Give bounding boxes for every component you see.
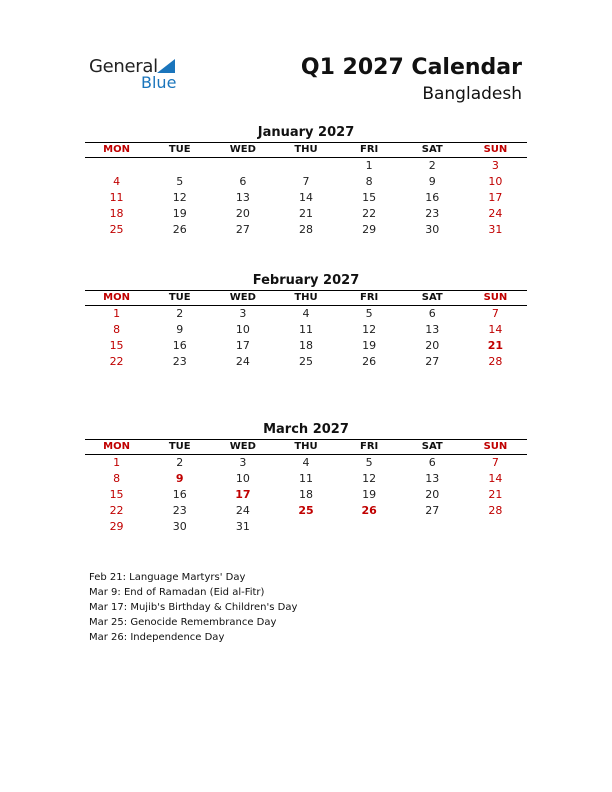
day-cell: 18 [298,339,313,352]
week-row [85,455,527,472]
week-row [85,174,527,190]
day-cell: 17 [235,339,250,352]
day-cell: 30 [172,520,187,533]
day-cell: 19 [362,339,377,352]
day-cell: 2 [428,159,436,172]
day-cell: 8 [365,175,373,188]
week-row [85,206,527,222]
weekday-header: MON [85,291,148,306]
day-cell: 24 [488,207,503,220]
day-cell: 26 [362,355,377,368]
day-cell: 2 [176,307,184,320]
day-cell [464,519,527,535]
month-january [85,124,527,238]
day-cell: 22 [109,355,124,368]
day-cell: 22 [109,504,124,517]
weekday-header-row [85,440,527,455]
day-cell: 3 [491,159,499,172]
day-cell: 5 [176,175,184,188]
generalblue-logo [89,56,199,96]
weekday-header: THU [274,143,337,158]
day-cell: 1 [113,307,121,320]
day-cell: 7 [302,175,310,188]
month-february [85,272,527,370]
day-cell: 16 [172,488,187,501]
week-row [85,158,527,175]
day-cell: 4 [113,175,121,188]
day-cell: 20 [235,207,250,220]
weekday-header: SUN [464,143,527,158]
day-cell: 19 [362,488,377,501]
day-cell: 10 [235,323,250,336]
day-cell: 31 [235,520,250,533]
day-cell: 11 [109,191,124,204]
week-row [85,503,527,519]
day-cell: 10 [235,472,250,485]
day-cell: 8 [113,472,121,485]
day-cell: 16 [425,191,440,204]
day-cell: 28 [298,223,313,236]
day-cell: 14 [488,323,503,336]
week-row [85,471,527,487]
day-cell: 9 [176,323,184,336]
weekday-header: WED [211,440,274,455]
weekday-header: THU [274,291,337,306]
weekday-header: WED [211,143,274,158]
day-cell: 12 [172,191,187,204]
day-cell: 23 [425,207,440,220]
weekday-header: SAT [401,291,464,306]
day-cell: 31 [488,223,503,236]
day-cell: 27 [425,355,440,368]
day-cell: 26 [361,504,377,517]
weekday-header-row [85,143,527,158]
day-cell: 1 [365,159,373,172]
month-march [85,421,527,535]
day-cell: 6 [239,175,247,188]
day-cell: 25 [109,223,124,236]
weekday-header: FRI [338,291,401,306]
day-cell: 18 [298,488,313,501]
weekday-header: TUE [148,143,211,158]
page-subtitle: Bangladesh [422,84,522,104]
week-row [85,190,527,206]
holiday-item: Mar 17: Mujib's Birthday & Children's Day [89,602,298,613]
week-row [85,306,527,323]
logo-text-general: General [89,56,158,77]
day-cell: 23 [172,504,187,517]
day-cell: 5 [365,456,373,469]
weekday-header: TUE [148,291,211,306]
day-cell: 29 [362,223,377,236]
day-cell: 25 [298,355,313,368]
week-row [85,354,527,370]
day-cell: 6 [428,307,436,320]
day-cell: 11 [298,323,313,336]
day-cell [338,519,401,535]
weekday-header: TUE [148,440,211,455]
day-cell: 11 [298,472,313,485]
day-cell: 28 [488,504,503,517]
weekday-header: SAT [401,143,464,158]
weekday-header-row [85,291,527,306]
day-cell: 4 [302,456,310,469]
day-cell: 9 [428,175,436,188]
weekday-header: WED [211,291,274,306]
day-cell [274,158,337,175]
day-cell [211,158,274,175]
day-cell: 27 [235,223,250,236]
day-cell: 23 [172,355,187,368]
weekday-header: SUN [464,291,527,306]
day-cell: 24 [235,504,250,517]
day-cell: 13 [235,191,250,204]
day-cell [401,519,464,535]
day-cell: 7 [491,307,499,320]
weekday-header: FRI [338,143,401,158]
holiday-item: Mar 26: Independence Day [89,632,225,643]
day-cell: 13 [425,323,440,336]
calendar-table [85,439,527,535]
week-row [85,222,527,238]
day-cell [85,158,148,175]
day-cell: 20 [425,488,440,501]
month-title: January 2027 [257,125,355,140]
day-cell [148,158,211,175]
weekday-header: SUN [464,440,527,455]
day-cell: 26 [172,223,187,236]
day-cell: 2 [176,456,184,469]
day-cell: 29 [109,520,124,533]
day-cell: 15 [109,339,124,352]
logo-triangle-icon [157,59,175,73]
day-cell: 21 [487,339,504,352]
day-cell: 25 [298,504,314,517]
day-cell: 15 [109,488,124,501]
day-cell: 21 [298,207,313,220]
day-cell: 16 [172,339,187,352]
day-cell: 5 [365,307,373,320]
week-row [85,322,527,338]
day-cell: 6 [428,456,436,469]
day-cell: 8 [113,323,121,336]
month-title: February 2027 [252,273,360,288]
day-cell: 14 [298,191,313,204]
day-cell: 12 [362,323,377,336]
day-cell: 27 [425,504,440,517]
logo-text-blue: Blue [141,73,177,92]
day-cell: 9 [175,472,184,485]
day-cell: 17 [488,191,503,204]
day-cell: 24 [235,355,250,368]
weekday-header: MON [85,440,148,455]
day-cell: 17 [235,488,251,501]
day-cell: 14 [488,472,503,485]
weekday-header: MON [85,143,148,158]
day-cell: 15 [362,191,377,204]
day-cell: 22 [362,207,377,220]
weekday-header: SAT [401,440,464,455]
day-cell: 28 [488,355,503,368]
day-cell: 20 [425,339,440,352]
day-cell: 4 [302,307,310,320]
day-cell: 10 [488,175,503,188]
calendar-table [85,142,527,238]
day-cell: 13 [425,472,440,485]
holiday-item: Mar 25: Genocide Remembrance Day [89,617,277,628]
month-title: March 2027 [263,422,349,437]
weekday-header: FRI [338,440,401,455]
calendar-table [85,290,527,370]
week-row [85,519,527,535]
page-title: Q1 2027 Calendar [300,55,522,80]
day-cell: 7 [491,456,499,469]
day-cell: 12 [362,472,377,485]
holiday-list [89,570,297,645]
day-cell [274,519,337,535]
weekday-header: THU [274,440,337,455]
holiday-item: Feb 21: Language Martyrs' Day [89,572,246,583]
day-cell: 21 [488,488,503,501]
day-cell: 30 [425,223,440,236]
holiday-item: Mar 9: End of Ramadan (Eid al-Fitr) [89,587,265,598]
day-cell: 3 [239,456,247,469]
day-cell: 1 [113,456,121,469]
day-cell: 3 [239,307,247,320]
day-cell: 19 [172,207,187,220]
day-cell: 18 [109,207,124,220]
week-row [85,338,527,354]
week-row [85,487,527,503]
